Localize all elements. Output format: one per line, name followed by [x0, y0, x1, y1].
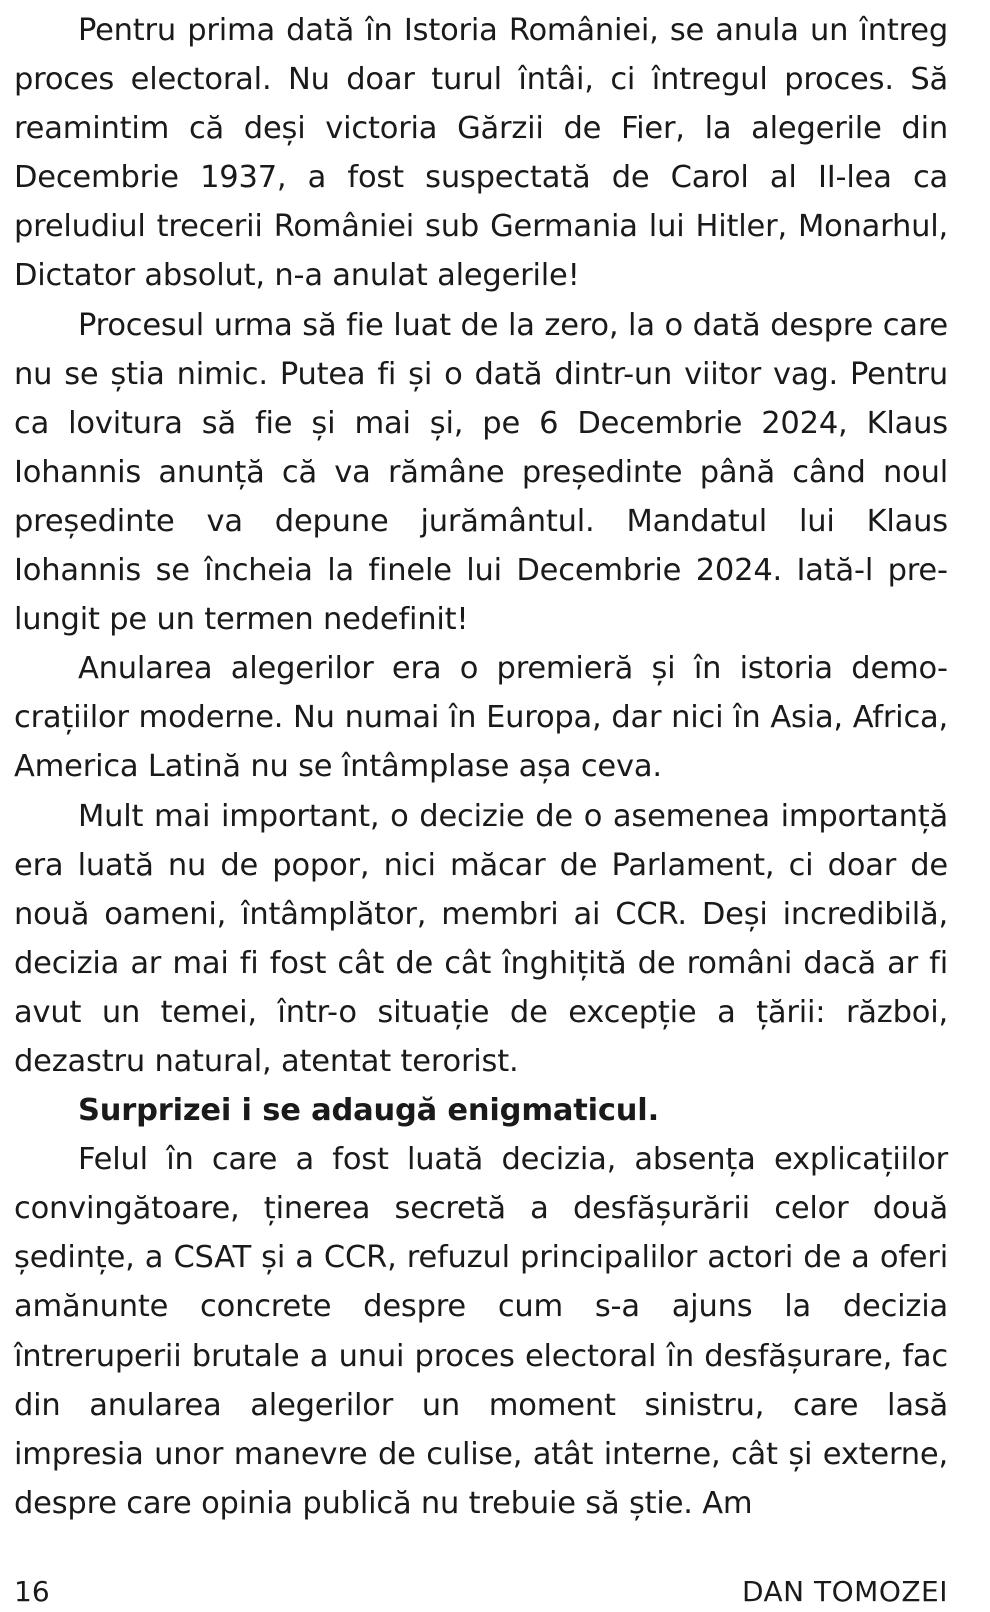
paragraph: Pentru prima dată în Istoria României, se anula un întreg proces electoral. Nu doar turul întâi, ci întregul proces. Să reamintim că deși victoria Gărzii de Fier, la alegerile din Decembrie 1937, a fost suspectată de Carol al II-lea ca preludiul trecerii României sub Germania lui Hitler, Monarhul, Dictator absolut, n-a anulat alegerile!: [14, 13, 948, 294]
paragraph: Anularea alegerilor era o premieră și în istoria democrațiilor moderne. Nu numai în Europa, dar nici în Asia, Africa, America Latină nu se întâmplase așa ceva.: [14, 651, 948, 785]
page-body: [14, 6, 948, 1528]
paragraph: Procesul urma să fie luat de la zero, la o dată despre care nu se știa nimic. Putea fi și o dată dintr-un viitor vag. Pentru ca lovitura să fie și mai și, pe 6 Decembrie 2024, Klaus Iohannis anunță că va rămâne președinte până când noul președinte va depune jurământul. Mandatul lui Klaus Iohannis se încheia la finele lui Decembrie 2024. Iată-l prelungit pe un termen nedefinit!: [14, 307, 948, 638]
paragraph: Felul în care a fost luată decizia, absența explicațiilor convingătoare, ținerea secretă a desfășurării celor două ședințe, a CSAT și a CCR, refuzul principalilor actori de a oferi amănunte concrete despre cum s-a ajuns la decizia întreruperii brutale a unui proces electoral în desfășurare, fac din anularea alegerilor un moment sinistru, care lasă impresia unor manevre de culise, atât interne, cât și externe, despre care opinia publică nu trebuie să știe. Am: [14, 1142, 948, 1521]
page-number: 16: [14, 1575, 50, 1608]
section-heading: Surprizei i se adaugă enigmaticul.: [78, 1093, 659, 1129]
paragraph: Mult mai important, o decizie de o asemenea importanță era luată nu de popor, nici măcar de Parlament, ci doar de nouă oameni, întâmplător, membri ai CCR. Deși incredibilă, decizia ar mai fi fost cât de cât înghițită de români dacă ar fi avut un temei, într-o situație de excepție a țării: război, dezastru natural, atentat terorist.: [14, 798, 948, 1079]
page-footer: [14, 1572, 948, 1612]
running-head-author: DAN TOMOZEI: [741, 1575, 948, 1608]
